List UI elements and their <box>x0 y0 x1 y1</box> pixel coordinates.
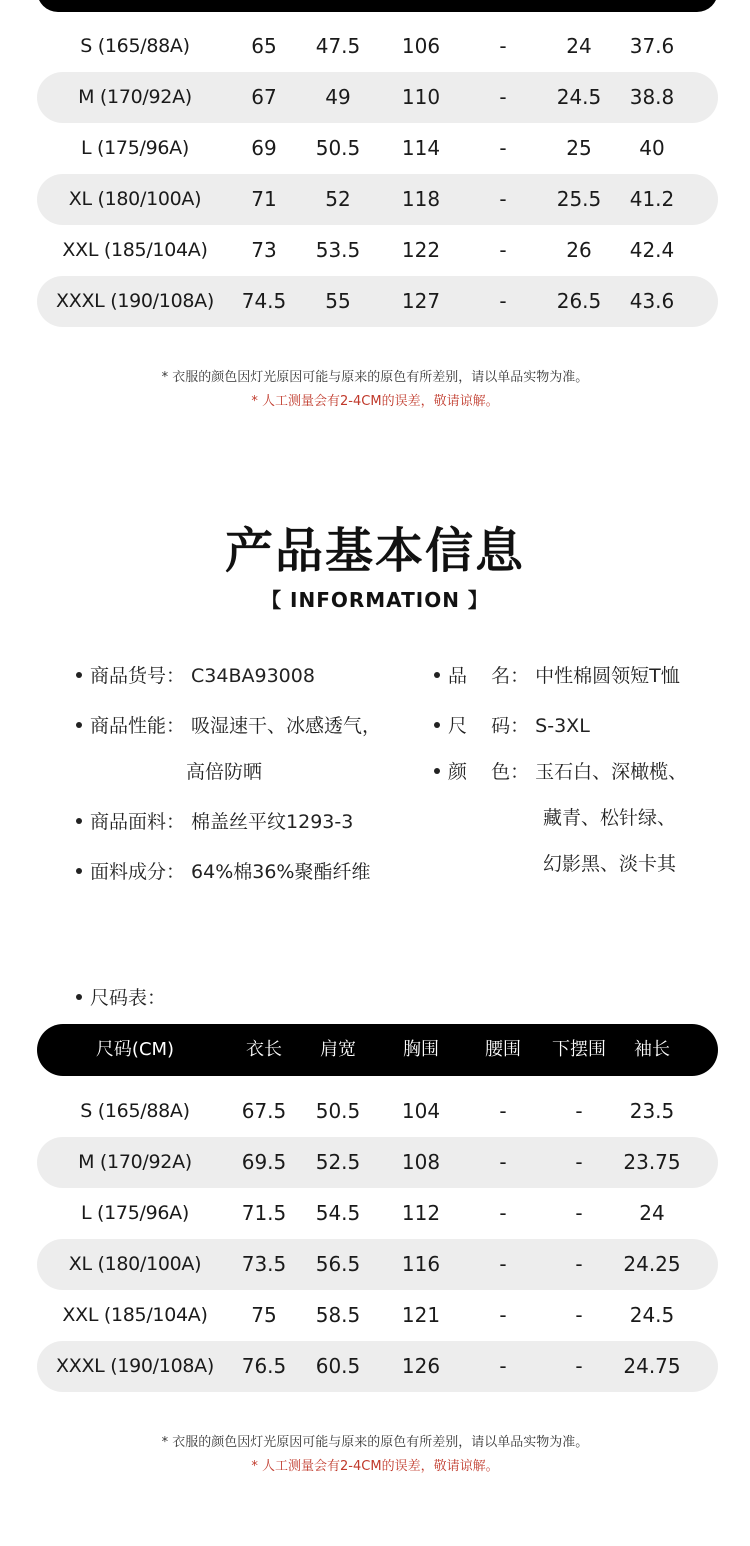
value-cell: 26.5 <box>556 289 602 313</box>
value-cell: - <box>575 1099 583 1123</box>
value-cell: 52 <box>325 187 351 211</box>
value-cell: 110 <box>401 85 441 109</box>
color-disclaimer: * 衣服的颜色因灯光原因可能与原来的原色有所差别，请以单品实物为准。 <box>161 370 589 385</box>
value-cell: 108 <box>401 1150 441 1174</box>
value-cell: - <box>575 1201 583 1225</box>
bullet-icon <box>76 672 82 678</box>
header-waist: 腰围 <box>485 1039 521 1060</box>
table-row <box>37 1137 718 1188</box>
measurement-disclaimer: * 人工测量会有2-4CM的误差，敬请谅解。 <box>251 394 499 409</box>
value-cell: - <box>575 1303 583 1327</box>
value-cell: 55 <box>325 289 351 313</box>
value-cell: 37.6 <box>629 34 675 58</box>
value-cell: 38.8 <box>629 85 675 109</box>
info-color-cont-1: 藏青、松针绿、 <box>543 807 677 829</box>
value-cell: 121 <box>401 1303 441 1327</box>
value-cell: 26 <box>566 238 592 262</box>
value-cell: 118 <box>401 187 441 211</box>
value-cell: - <box>575 1354 583 1378</box>
value-cell: - <box>499 1354 507 1378</box>
value-cell: 114 <box>401 136 441 160</box>
bullet-icon <box>434 672 440 678</box>
table-row <box>37 72 718 123</box>
value-cell: 73 <box>251 238 277 262</box>
measurement-disclaimer: * 人工测量会有2-4CM的误差，敬请谅解。 <box>251 1459 499 1474</box>
value-cell: 116 <box>401 1252 441 1276</box>
value-cell: 23.5 <box>629 1099 675 1123</box>
size-cell: XXL (185/104A) <box>62 239 208 261</box>
value-cell: 126 <box>401 1354 441 1378</box>
table-row <box>37 1290 718 1341</box>
value-cell: - <box>499 1252 507 1276</box>
value-cell: 24.25 <box>623 1252 681 1276</box>
info-composition: 面料成分： 64%棉36%聚酯纤维 <box>76 857 370 884</box>
table2-header <box>37 1024 718 1076</box>
value-cell: 43.6 <box>629 289 675 313</box>
value-cell: 69 <box>251 136 277 160</box>
size-table-1 <box>37 21 718 327</box>
value-cell: 42.4 <box>629 238 675 262</box>
value-cell: 41.2 <box>629 187 675 211</box>
value-cell: - <box>499 1303 507 1327</box>
value-cell: - <box>499 136 507 160</box>
value-cell: 24 <box>566 34 592 58</box>
info-size: 尺 码： S-3XL <box>434 711 590 738</box>
value-cell: - <box>499 34 507 58</box>
value-cell: 24.5 <box>629 1303 675 1327</box>
size-table-2 <box>37 1086 718 1392</box>
info-name: 品 名： 中性棉圆领短T恤 <box>434 661 680 688</box>
bullet-icon <box>76 818 82 824</box>
value-cell: 67 <box>251 85 277 109</box>
value-cell: 54.5 <box>315 1201 361 1225</box>
value-cell: 76.5 <box>241 1354 287 1378</box>
value-cell: 71.5 <box>241 1201 287 1225</box>
info-fabric: 商品面料： 棉盖丝平纹1293-3 <box>76 807 353 834</box>
color-disclaimer: * 衣服的颜色因灯光原因可能与原来的原色有所差别，请以单品实物为准。 <box>161 1435 589 1450</box>
table1-header-bar <box>37 0 718 12</box>
value-cell: - <box>499 1099 507 1123</box>
value-cell: 56.5 <box>315 1252 361 1276</box>
value-cell: 24 <box>639 1201 665 1225</box>
value-cell: 127 <box>401 289 441 313</box>
value-cell: 47.5 <box>315 34 361 58</box>
value-cell: 60.5 <box>315 1354 361 1378</box>
bullet-icon <box>434 722 440 728</box>
value-cell: 112 <box>401 1201 441 1225</box>
value-cell: - <box>499 238 507 262</box>
info-color-cont-2: 幻影黑、淡卡其 <box>543 853 677 875</box>
table-row <box>37 123 718 174</box>
table-row <box>37 1341 718 1392</box>
bullet-icon <box>76 868 82 874</box>
size-cell: XL (180/100A) <box>68 188 202 210</box>
table-row <box>37 21 718 72</box>
header-length: 衣长 <box>246 1039 282 1060</box>
header-sleeve: 袖长 <box>634 1039 670 1060</box>
table-row <box>37 225 718 276</box>
value-cell: 75 <box>251 1303 277 1327</box>
bullet-icon <box>434 768 440 774</box>
header-chest: 胸围 <box>403 1039 439 1060</box>
info-item-no: 商品货号： C34BA93008 <box>76 661 315 688</box>
value-cell: 25 <box>566 136 592 160</box>
info-performance-cont: 高倍防晒 <box>186 761 263 783</box>
size-cell: M (170/92A) <box>78 86 192 108</box>
table-row <box>37 276 718 327</box>
section-subtitle: 【 INFORMATION 】 <box>261 588 489 612</box>
info-color: 颜 色： 玉石白、深橄榄、 <box>434 757 687 784</box>
value-cell: - <box>575 1150 583 1174</box>
value-cell: 50.5 <box>315 136 361 160</box>
value-cell: - <box>499 187 507 211</box>
value-cell: 49 <box>325 85 351 109</box>
value-cell: - <box>499 289 507 313</box>
size-cell: L (175/96A) <box>81 137 189 159</box>
header-hem: 下摆围 <box>552 1039 606 1060</box>
header-shoulder: 肩宽 <box>320 1039 356 1060</box>
table-row <box>37 174 718 225</box>
bullet-icon <box>76 994 82 1000</box>
value-cell: 40 <box>639 136 665 160</box>
value-cell: 58.5 <box>315 1303 361 1327</box>
value-cell: 73.5 <box>241 1252 287 1276</box>
size-chart-label: 尺码表： <box>76 983 166 1010</box>
value-cell: 53.5 <box>315 238 361 262</box>
value-cell: 71 <box>251 187 277 211</box>
value-cell: 104 <box>401 1099 441 1123</box>
section-title: 产品基本信息 <box>224 523 525 579</box>
size-cell: S (165/88A) <box>80 35 190 57</box>
value-cell: 25.5 <box>556 187 602 211</box>
info-performance: 商品性能： 吸湿速干、冰感透气， <box>76 711 381 738</box>
value-cell: 69.5 <box>241 1150 287 1174</box>
size-cell: XXXL (190/108A) <box>56 290 214 312</box>
table-row <box>37 1188 718 1239</box>
value-cell: 106 <box>401 34 441 58</box>
value-cell: 122 <box>401 238 441 262</box>
value-cell: - <box>499 85 507 109</box>
value-cell: 24.75 <box>623 1354 681 1378</box>
value-cell: - <box>499 1150 507 1174</box>
table-row <box>37 1239 718 1290</box>
size-cell: XXL (185/104A) <box>62 1304 208 1326</box>
table-row <box>37 1086 718 1137</box>
value-cell: 74.5 <box>241 289 287 313</box>
value-cell: 24.5 <box>556 85 602 109</box>
value-cell: 67.5 <box>241 1099 287 1123</box>
header-size: 尺码(CM) <box>95 1039 175 1060</box>
value-cell: - <box>499 1201 507 1225</box>
size-cell: M (170/92A) <box>78 1151 192 1173</box>
value-cell: 52.5 <box>315 1150 361 1174</box>
value-cell: 50.5 <box>315 1099 361 1123</box>
size-cell: S (165/88A) <box>80 1100 190 1122</box>
value-cell: 23.75 <box>623 1150 681 1174</box>
size-cell: XXXL (190/108A) <box>56 1355 214 1377</box>
bullet-icon <box>76 722 82 728</box>
size-cell: XL (180/100A) <box>68 1253 202 1275</box>
size-cell: L (175/96A) <box>81 1202 189 1224</box>
value-cell: 65 <box>251 34 277 58</box>
value-cell: - <box>575 1252 583 1276</box>
